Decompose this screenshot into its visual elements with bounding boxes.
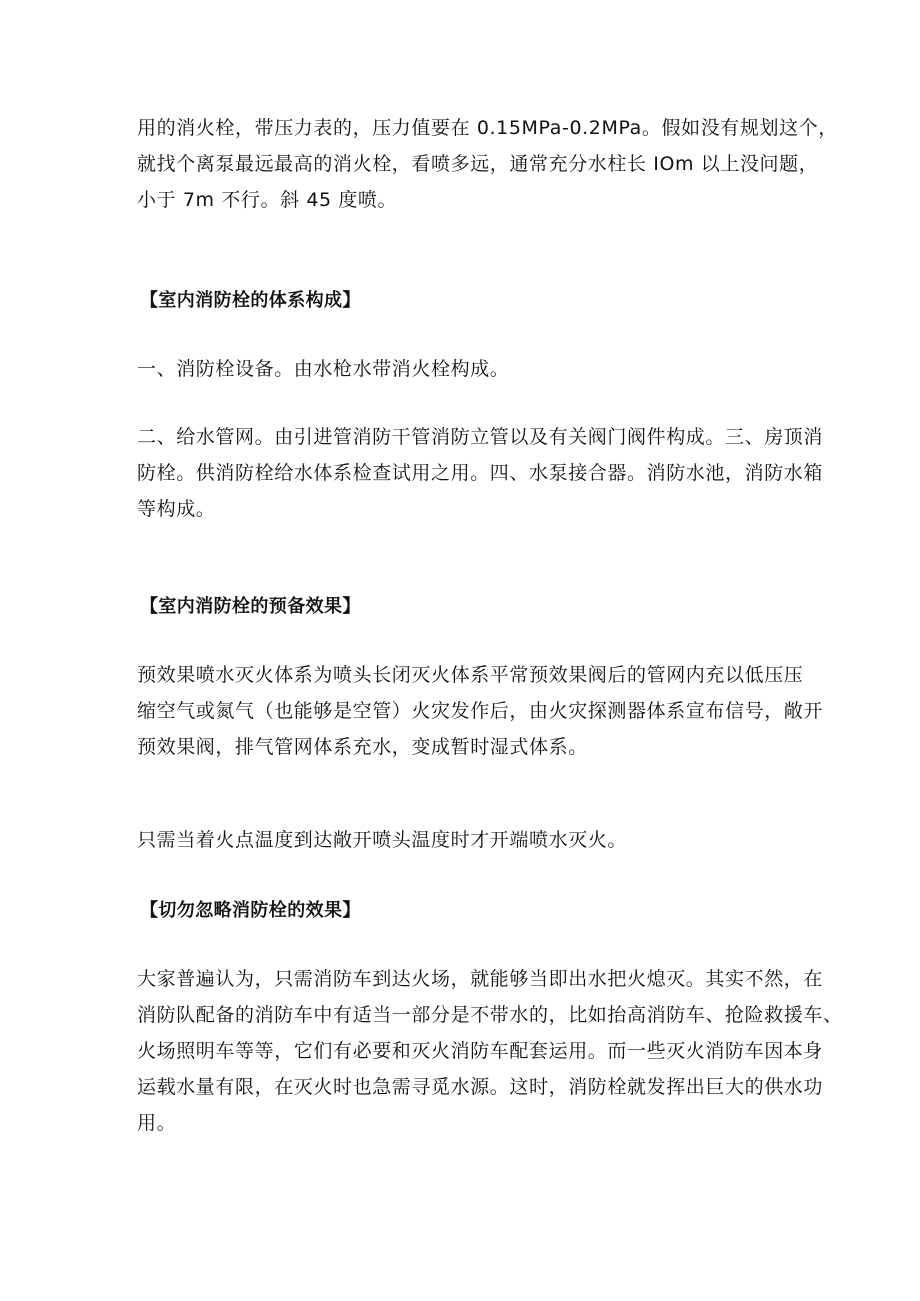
section-heading-system-composition: 【室内消防栓的体系构成】 [140, 290, 361, 311]
paragraph-fire-hydrant-pressure [137, 110, 838, 218]
text-line: 运载水量有限，在灭火时也急需寻觅水源。这时，消防栓就发挥出巨大的供水功 [137, 1076, 824, 1098]
text-line: 一、消防栓设备。由水枪水带消火栓构成。 [137, 358, 510, 380]
text-line: 预效果阀，排气管网体系充水，变成暂时湿式体系。 [137, 736, 588, 758]
text-line: 预效果喷水灭火体系为喷头长闭灭火体系平常预效果阀后的管网内充以低压压 [137, 664, 804, 686]
text-line: 火场照明车等等，它们有必要和灭火消防车配套运用。而一些灭火消防车因本身 [137, 1040, 824, 1062]
text-line: 等构成。 [137, 498, 216, 520]
paragraph-sprinkler-activation [137, 822, 627, 858]
text-line: 缩空气或氮气（也能够是空管）火灾发作后，由火灾探测器体系宣布信号，敞开 [137, 700, 824, 722]
text-line: 用。 [137, 1112, 177, 1134]
paragraph-hydrant-importance [137, 961, 843, 1141]
text-line: 二、给水管网。由引进管消防干管消防立管以及有关阀门阀件构成。三、房顶消 [137, 426, 824, 448]
text-line: 消防队配备的消防车中有适当一部分是不带水的，比如抬高消防车、抢险救援车、 [137, 1004, 843, 1026]
section-heading-dont-ignore-hydrant: 【切勿忽略消防栓的效果】 [140, 900, 361, 921]
paragraph-water-pipe-network [137, 419, 823, 527]
paragraph-hydrant-equipment [137, 351, 509, 387]
text-line: 防栓。供消防栓给水体系检查试用之用。四、水泵接合器。消防水池，消防水箱 [137, 462, 824, 484]
text-line: 只需当着火点温度到达敞开喷头温度时才开端喷水灭火。 [137, 829, 628, 851]
section-heading-preaction-effect: 【室内消防栓的预备效果】 [140, 596, 361, 617]
text-line: 用的消火栓，带压力表的，压力值要在 0.15MPa-0.2MPa。假如没有规划这个， [137, 117, 838, 139]
text-line: 大家普遍认为，只需消防车到达火场，就能够当即出水把火熄灭。其实不然，在 [137, 968, 824, 990]
paragraph-preaction-system [137, 657, 823, 765]
text-line: 就找个离泵最远最高的消火栓，看喷多远，通常充分水柱长 IOm 以上没问题， [137, 153, 819, 175]
text-line: 小于 7m 不行。斜 45 度喷。 [137, 189, 398, 211]
